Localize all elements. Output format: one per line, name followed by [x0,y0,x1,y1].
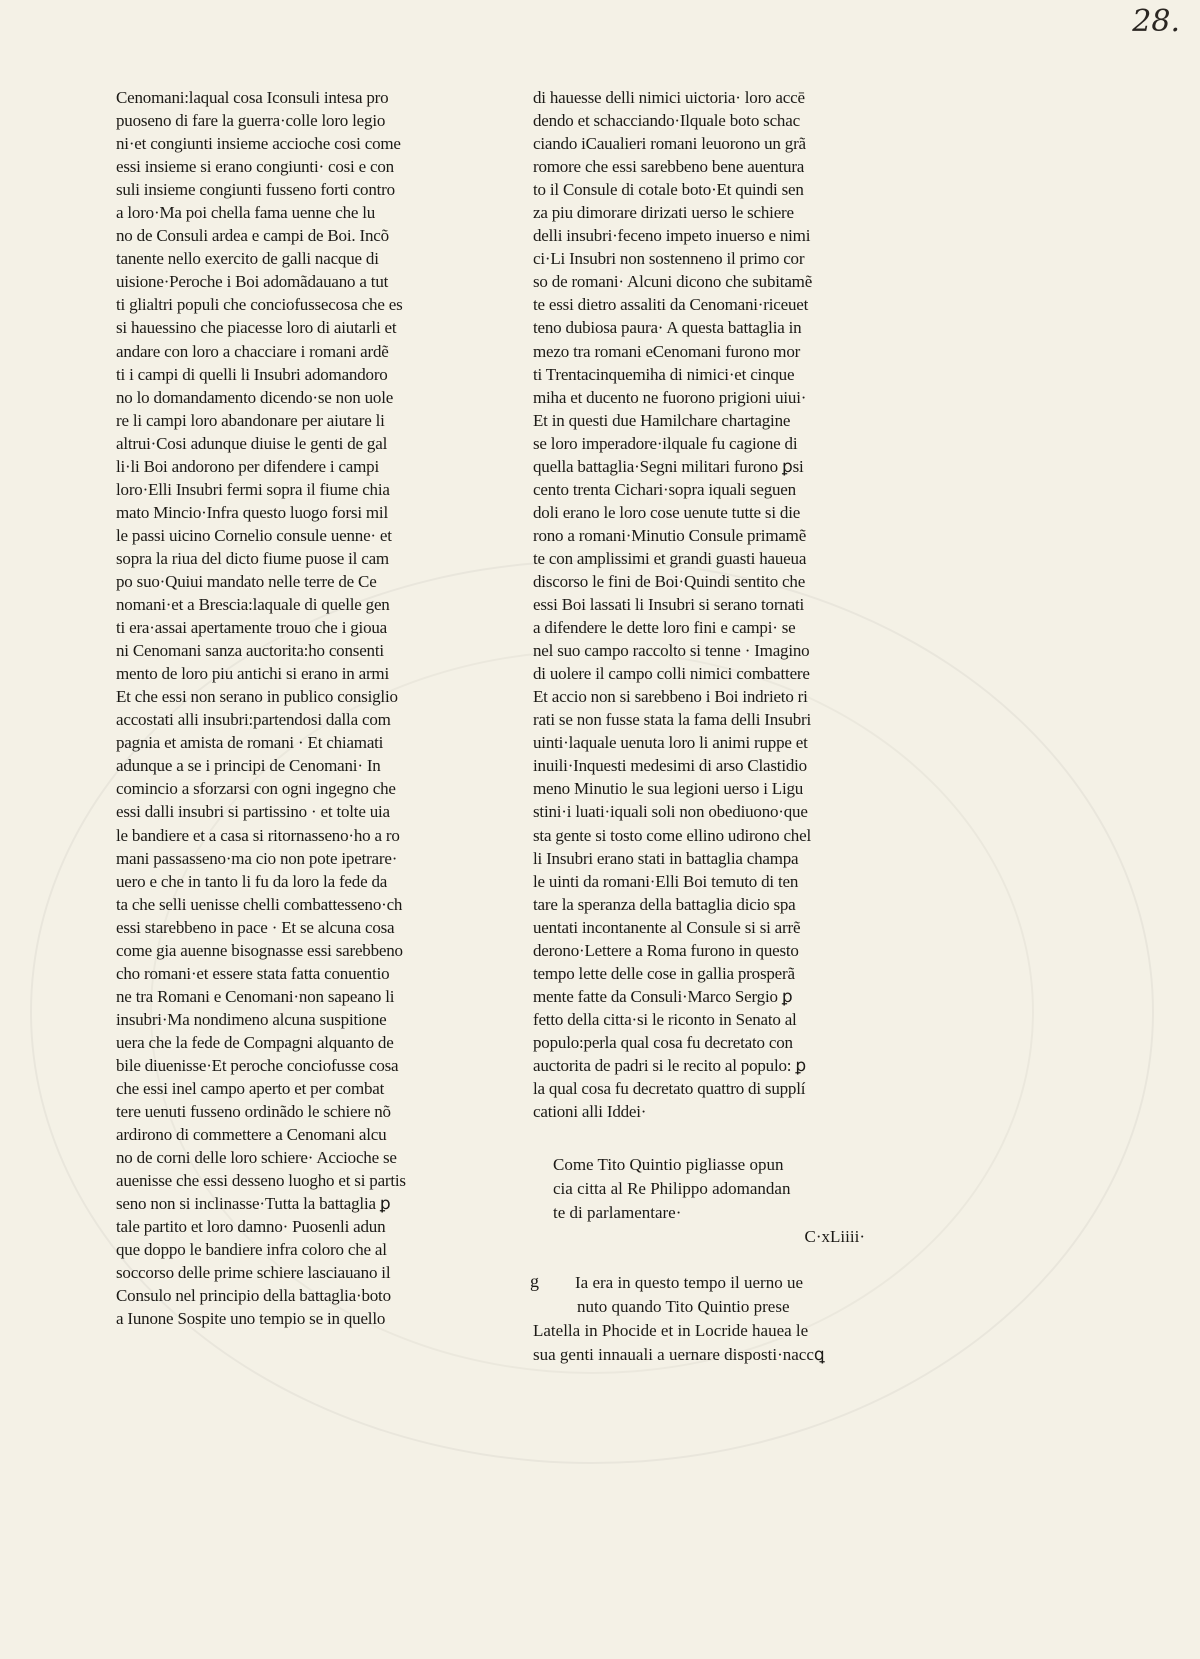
text-line: ci·Li Insubri non sostenneno il primo cor [533,249,805,269]
text-line: quella battaglia·Segni militari furono ꝑsi [533,456,804,476]
text-line: auenisse che essi desseno luogho et si partis [116,1171,406,1191]
text-line: Et accio non si sarebbeno i Boi indrieto ri [533,687,808,707]
text-line: mezo tra romani eCenomani furono mor [533,341,801,361]
text-line: doli erano le loro cose uenute tutte si die [533,502,801,522]
text-line: so de romani· Alcuni dicono che subitamẽ [533,272,813,292]
text-line: stini·i luati·iquali soli non obediuono·que [533,802,808,822]
text-line: populo:perla qual cosa fu decretato con [533,1032,793,1052]
rubric-line: Come Tito Quintio pigliasse opun [553,1155,784,1175]
text-line: auctorita de padri si le recito al populo: ꝑ [533,1055,806,1075]
text-line: suli insieme congiunti fusseno forti contro [116,180,395,200]
text-line: te con amplissimi et grandi guasti haueua [533,548,807,568]
text-line: pagnia et amista de romani · Et chiamati [116,733,384,753]
text-line: sua genti innauali a uernare disposti·naccꝗ [533,1345,825,1365]
text-line: ti era·assai apertamente trouo che i gioua [116,618,388,638]
text-line: accostati alli insubri:partendosi dalla com [116,710,391,730]
rubric-line: te di parlamentare· [553,1203,682,1223]
text-line: uera che la fede de Compagni alquanto de [116,1032,394,1052]
text-line: mani passasseno·ma cio non pote ipetrare· [116,848,398,868]
text-line: rono a romani·Minutio Consule primamẽ [533,525,807,545]
text-line: miha et ducento ne fuorono prigioni uiui· [533,387,807,407]
text-line: cho romani·et essere stata fatta conuentio [116,963,390,983]
text-line: tere uenuti fusseno ordinãdo le schiere nõ [116,1102,391,1122]
text-line: uentati incontanente al Consule si si arrẽ [533,917,801,937]
text-line: andare con loro a chacciare i romani ardẽ [116,341,389,361]
rubric-line: cia citta al Re Philippo adomandan [553,1179,791,1199]
text-line: nuto quando Tito Quintio prese [577,1297,790,1317]
text-line: essi dalli insubri si partissino · et tolte uia [116,802,390,822]
text-line: come gia auenne bisognasse essi sarebbeno [116,940,403,960]
text-line: puoseno di fare la guerra·colle loro legio [116,111,386,131]
text-line: ta che selli uenisse chelli combattesseno·ch [116,894,403,914]
chapter-rubric [553,1153,873,1249]
text-line: dendo et schacciando·Ilquale boto schac [533,111,800,131]
text-line: po suo·Quiui mandato nelle terre de Ce [116,571,377,591]
text-line: no de corni delle loro schiere· Accioche se [116,1148,397,1168]
text-line: ti glialtri populi che conciofussecosa che es [116,295,403,315]
text-line: fetto della citta·si le riconto in Senato al [533,1009,797,1029]
text-line: sta gente si tosto come ellino udirono chel [533,825,811,845]
text-line: za piu dimorare dirizati uerso le schiere [533,203,794,223]
text-line: Latella in Phocide et in Locride hauea le [533,1321,809,1341]
text-line: Et in questi due Hamilchare chartagine [533,410,791,430]
text-line: cationi alli Iddei· [533,1102,647,1122]
text-line: uinti·laquale uenuta loro li animi ruppe et [533,733,808,753]
text-line: se loro imperadore·ilquale fu cagione di [533,433,798,453]
left-text-column [116,86,446,1331]
text-line: essi starebbeno in pace · Et se alcuna cosa [116,917,395,937]
text-line: mento de loro piu antichi si erano in armi [116,664,389,684]
text-line: a loro·Ma poi chella fama uenne che lu [116,203,376,223]
text-line: nomani·et a Brescia:laquale di quelle gen [116,595,390,615]
text-line: a Iunone Sospite uno tempio se in quello [116,1309,386,1329]
chapter-number: C·xLiiii· [804,1227,865,1247]
text-line: tanente nello exercito de galli nacque di [116,249,379,269]
text-line: altrui·Cosi adunque diuise le genti de gal [116,433,388,453]
text-line: no de Consuli ardea e campi de Boi. Incõ [116,226,389,246]
text-line: tempo lette delle cose in gallia prosperã [533,963,795,983]
text-line: ardirono di commettere a Cenomani alcu [116,1125,387,1145]
text-line: ti Trentacinquemiha di nimici·et cinque [533,364,795,384]
text-line: delli insubri·feceno impeto inuerso e nimi [533,226,811,246]
chapter-opening-text [533,1271,873,1367]
text-line: te essi dietro assaliti da Cenomani·riceuet [533,295,809,315]
text-line: adunque a se i principi de Cenomani· In [116,756,381,776]
text-line: comincio a sforzarsi con ogni ingegno che [116,779,396,799]
text-line: ni·et congiunti insieme accioche cosi come [116,134,401,154]
text-line: tale partito et loro damno· Puosenli adun [116,1217,386,1237]
text-line: si hauessino che piacesse loro di aiutarli et [116,318,397,338]
text-line: discorso le fini de Boi·Quindi sentito che [533,571,806,591]
text-line: inuili·Inquesti medesimi di arso Clastidio [533,756,807,776]
text-line: mato Mincio·Infra questo luogo forsi mil [116,502,388,522]
text-line: bile diuenisse·Et peroche conciofusse cosa [116,1055,399,1075]
text-line: derono·Lettere a Roma furono in questo [533,940,799,960]
guide-letter: g [530,1271,539,1292]
text-line: la qual cosa fu decretato quattro di supplí [533,1079,806,1099]
text-line: cento trenta Cichari·sopra iquali seguen [533,479,796,499]
text-line: Consulo nel principio della battaglia·boto [116,1286,391,1306]
text-line: rati se non fusse stata la fama delli Insubri [533,710,812,730]
text-line: nel suo campo raccolto si tenne · Imagino [533,641,810,661]
text-line: Ia era in questo tempo il uerno ue [575,1273,804,1293]
text-line: li Insubri erano stati in battaglia champa [533,848,799,868]
text-line: essi insieme si erano congiunti· cosi e con [116,157,394,177]
text-line: meno Minutio le sua legioni uerso i Ligu [533,779,804,799]
text-line: re li campi loro abandonare per aiutare li [116,410,385,430]
text-line: insubri·Ma nondimeno alcuna suspitione [116,1009,387,1029]
text-line: uero e che in tanto li fu da loro la fede da [116,871,388,891]
text-line: essi Boi lassati li Insubri si serano tornati [533,595,804,615]
text-line: que doppo le bandiere infra coloro che al [116,1240,387,1260]
text-line: le passi uicino Cornelio consule uenne· et [116,525,392,545]
text-line: Cenomani:laqual cosa Iconsuli intesa pro [116,88,389,107]
text-line: no lo domandamento dicendo·se non uole [116,387,394,407]
text-line: Et che essi non serano in publico consiglio [116,687,398,707]
folio-number: 28. [1132,4,1180,39]
text-line: romore che essi sarebbeno bene auentura [533,157,805,177]
text-line: seno non si inclinasse·Tutta la battaglia ꝑ [116,1194,391,1214]
text-line: ti i campi di quelli li Insubri adomandoro [116,364,388,384]
text-line: uisione·Peroche i Boi adomãdauano a tut [116,272,389,292]
text-line: di hauesse delli nimici uictoria· loro accē [533,88,805,107]
text-line: le bandiere et a casa si ritornasseno·ho a ro [116,825,400,845]
text-line: a difendere le dette loro fini e campi· se [533,618,796,638]
text-line: sopra la riua del dicto fiume puose il cam [116,548,389,568]
text-line: to il Consule di cotale boto·Et quindi sen [533,180,804,200]
text-line: di uolere il campo colli nimici combattere [533,664,810,684]
text-line: li·li Boi andorono per difendere i campi [116,456,379,476]
text-line: teno dubiosa paura· A questa battaglia in [533,318,802,338]
text-line: mente fatte da Consuli·Marco Sergio ꝑ [533,986,793,1006]
text-line: ne tra Romani e Cenomani·non sapeano li [116,986,395,1006]
text-line: ni Cenomani sanza auctorita:ho consenti [116,641,384,661]
text-line: tare la speranza della battaglia dicio spa [533,894,796,914]
text-line: che essi inel campo aperto et per combat [116,1079,385,1099]
text-line: loro·Elli Insubri fermi sopra il fiume chia [116,479,390,499]
text-line: le uinti da romani·Elli Boi temuto di ten [533,871,799,891]
right-text-column [533,86,873,1123]
text-line: ciando iCaualieri romani leuorono un grã [533,134,806,154]
text-line: soccorso delle prime schiere lasciauano il [116,1263,391,1283]
